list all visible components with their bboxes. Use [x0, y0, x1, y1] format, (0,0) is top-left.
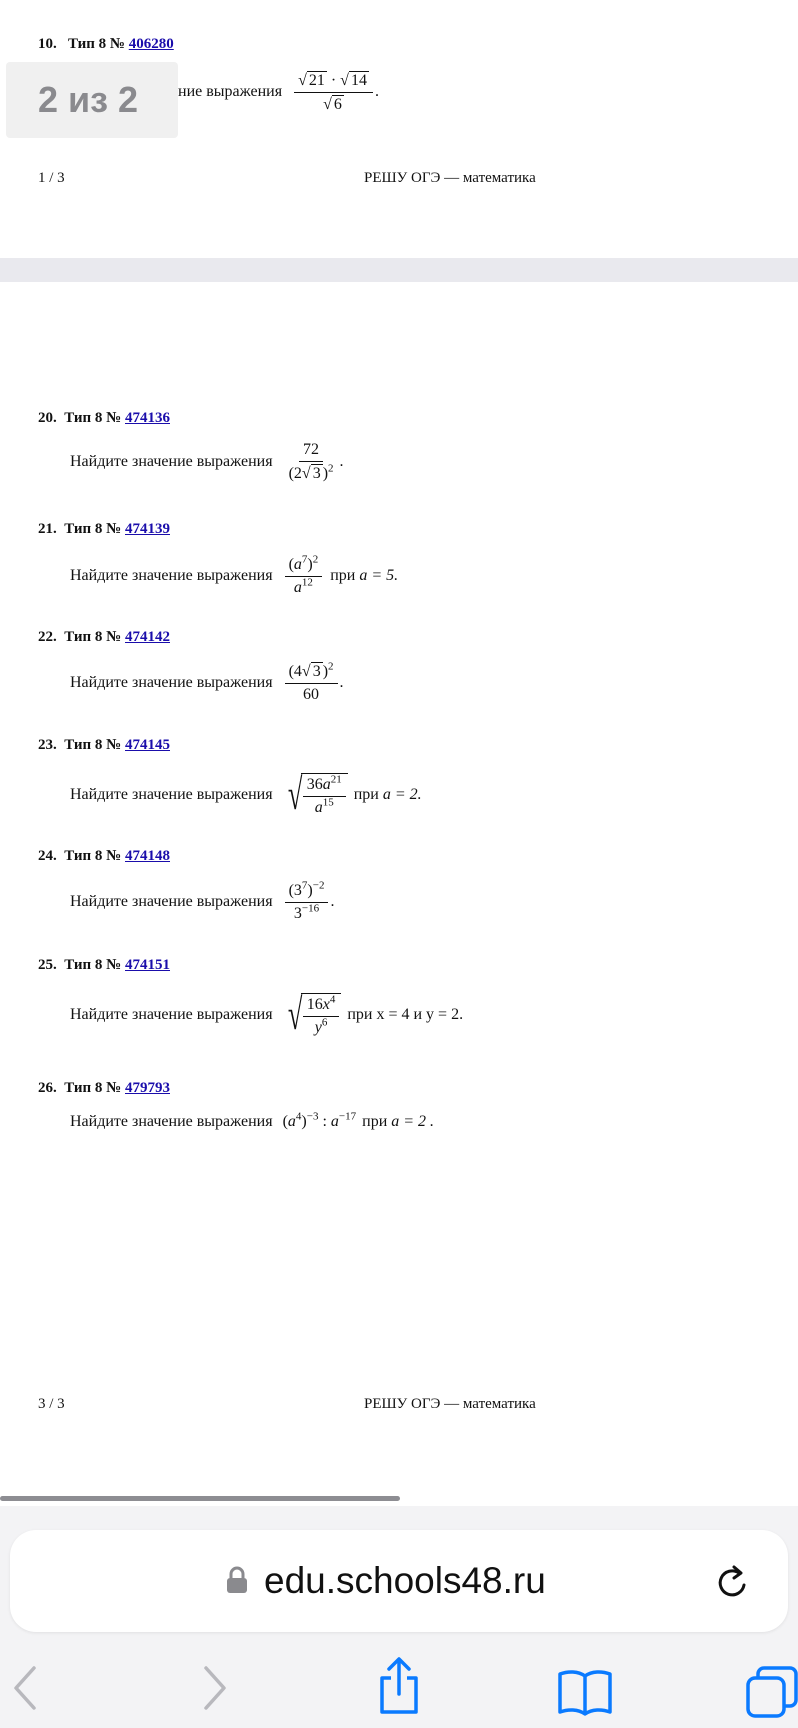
problem-header: 22. Тип 8 № 474142 [38, 629, 170, 645]
problem-header: 10. Тип 8 № 406280 [38, 36, 174, 52]
problem-statement: Найдите значение выражения $\frac{(a^7)^2}{a^{12}}$ при a = 5. [70, 553, 399, 596]
problem-header: 20. Тип 8 № 474136 [38, 410, 170, 426]
page-separator [0, 258, 798, 282]
math-expression: √ $\frac{16x^4}{y^6}$ [283, 993, 342, 1037]
problem-link[interactable]: 474148 [125, 848, 170, 864]
page-footer-title: РЕШУ ОГЭ — математика [364, 170, 536, 186]
back-icon[interactable] [10, 1664, 40, 1712]
horizontal-scrollbar[interactable] [0, 1496, 400, 1501]
url-text[interactable]: edu.schools48.ru [264, 1560, 546, 1601]
page-footer-number: 1 / 3 [38, 170, 65, 186]
problem-statement: Найдите значение выражения $(a^4)^{-3}$ : $a^{-17}$ при a = 2 . [70, 1110, 435, 1130]
problem-statement: ние выражения $\frac{√ 21 \cdot √ 14}{√ 6}$ . [178, 71, 379, 113]
page-footer-number: 3 / 3 [38, 1396, 65, 1412]
page-indicator: 2 из 2 [6, 62, 178, 138]
problem-link[interactable]: 474142 [125, 629, 170, 645]
problem-statement: Найдите значение выражения $\frac{(4√ 3 )^2}{60}$ . [70, 660, 344, 703]
problem-header: 26. Тип 8 № 479793 [38, 1080, 170, 1096]
forward-icon[interactable] [200, 1664, 230, 1712]
page-footer-title: РЕШУ ОГЭ — математика [364, 1396, 536, 1412]
problem-statement: Найдите значение выражения √ $\frac{16x^4}{y^6}$ при x = 4 и y = 2. [70, 990, 464, 1039]
reload-icon[interactable] [714, 1561, 752, 1601]
problem-link[interactable]: 406280 [128, 36, 174, 52]
lock-icon [226, 1566, 248, 1594]
math-expression: $(a^4)^{-3}$ : $a^{-17}$ [282, 1110, 357, 1130]
problem-header: 24. Тип 8 № 474148 [38, 848, 170, 864]
share-icon[interactable] [374, 1656, 424, 1716]
math-expression: √ $\frac{36a^{21}}{a^{15}}$ [283, 773, 348, 817]
math-expression: $\frac{(4√ 3 )^2}{60}$ [285, 662, 338, 704]
math-expression: $\frac{(3^7)^{-2}}{3^{-16}}$ [285, 882, 329, 923]
math-expression: $\frac{72}{(2√ 3 )^2}$ [288, 441, 334, 482]
problem-link[interactable]: 474139 [125, 521, 170, 537]
problem-statement: Найдите значение выражения √ $\frac{36a^{21}}{a^{15}}$ при a = 2. [70, 770, 422, 819]
problem-link[interactable]: 479793 [125, 1080, 170, 1096]
problem-statement: Найдите значение выражения $\frac{(3^7)^{-2}}{3^{-16}}$ . [70, 879, 335, 922]
problem-link[interactable]: 474151 [125, 957, 170, 973]
problem-statement: Найдите значение выражения $\frac{72}{(2√ 3 )^2}$ . [70, 441, 344, 482]
problem-header: 23. Тип 8 № 474145 [38, 737, 170, 753]
problem-header: 25. Тип 8 № 474151 [38, 957, 170, 973]
tabs-icon[interactable] [744, 1664, 798, 1720]
problem-link[interactable]: 474136 [125, 410, 170, 426]
problem-link[interactable]: 474145 [125, 737, 170, 753]
problem-header: 21. Тип 8 № 474139 [38, 521, 170, 537]
math-expression: $\frac{√ 21 \cdot √ 14}{√ 6}$ [294, 71, 373, 114]
math-expression: $\frac{(a^7)^2}{a^{12}}$ [285, 556, 323, 597]
bookmarks-icon[interactable] [556, 1668, 614, 1716]
